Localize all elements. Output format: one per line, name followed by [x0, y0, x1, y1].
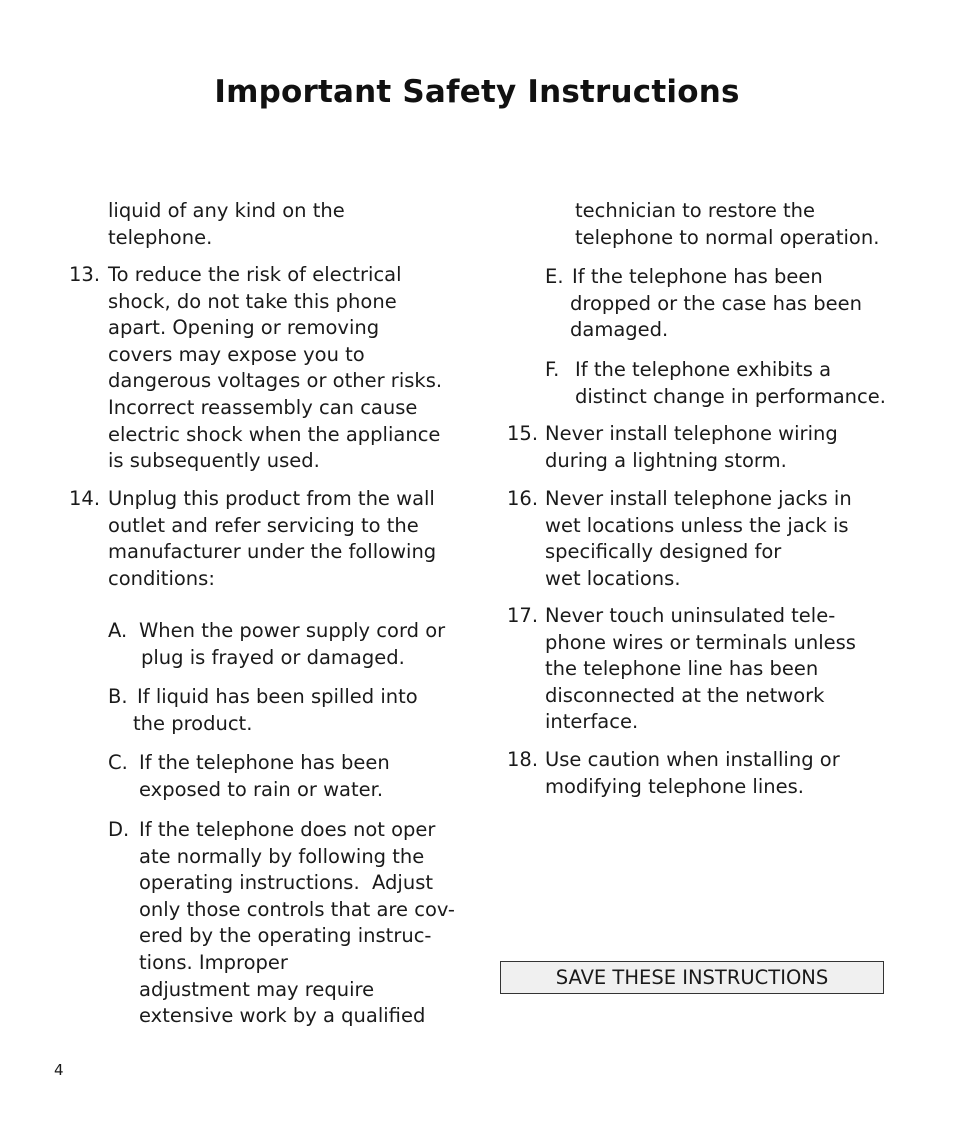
text-line: Use caution when installing or — [545, 748, 840, 771]
text-line: distinct change in performance. — [575, 384, 886, 408]
save-instructions-label: SAVE THESE INSTRUCTIONS — [555, 966, 829, 989]
text-line: dropped or the case has been — [570, 291, 862, 315]
text-line: during a lightning storm. — [545, 448, 787, 472]
text-line: only those controls that are cov- — [139, 897, 455, 921]
text-line: ered by the operating instruc- — [139, 924, 432, 948]
sub-item-letter: C. — [108, 751, 128, 774]
text-line: When the power supply cord or — [139, 619, 446, 642]
text-line: interface. — [545, 710, 639, 734]
text-line: If the telephone has been — [139, 751, 390, 774]
text-line: manufacturer under the following — [108, 540, 437, 564]
page-number: 4 — [54, 1061, 64, 1079]
text-line: telephone to normal operation. — [575, 225, 880, 249]
sub-item-letter: B. — [108, 685, 128, 708]
text-line: operating instructions. Adjust — [139, 871, 434, 895]
sub-item-letter: E. — [545, 265, 564, 288]
text-line: conditions: — [108, 566, 215, 590]
text-line: liquid of any kind on the — [108, 199, 345, 222]
item-number: 13. — [69, 263, 101, 286]
text-line: outlet and refer servicing to the — [108, 513, 419, 537]
text-line: the product. — [133, 711, 253, 735]
save-instructions-box — [500, 961, 884, 994]
text-line: Incorrect reassembly can cause — [108, 396, 418, 419]
text-line: dangerous voltages or other risks. — [108, 369, 443, 393]
text-line: To reduce the risk of electrical — [108, 263, 402, 286]
item-number: 16. — [507, 487, 539, 510]
text-line: is subsequently used. — [108, 449, 320, 473]
text-line: extensive work by a qualified — [139, 1004, 426, 1028]
text-line: damaged. — [570, 318, 669, 342]
page-title: Important Safety Instructions — [214, 74, 740, 110]
item-number: 18. — [507, 748, 539, 771]
text-line: adjustment may require — [139, 977, 375, 1001]
sub-item-letter: A. — [108, 619, 128, 642]
text-line: covers may expose you to — [108, 342, 365, 366]
text-line: If the telephone exhibits a — [575, 358, 832, 381]
text-line: If the telephone does not oper — [139, 818, 436, 841]
text-line: modifying telephone lines. — [545, 774, 804, 798]
text-line: telephone. — [108, 225, 213, 249]
text-line: technician to restore the — [575, 199, 816, 222]
item-number: 14. — [69, 487, 101, 510]
text-line: specifically designed for — [545, 540, 782, 564]
text-line: the telephone line has been — [545, 657, 819, 681]
text-line: shock, do not take this phone — [108, 289, 397, 313]
text-line: Never install telephone wiring — [545, 422, 838, 445]
text-line: apart. Opening or removing — [108, 316, 380, 340]
text-line: Unplug this product from the wall — [108, 487, 435, 510]
text-line: If the telephone has been — [572, 265, 823, 288]
text-line: electric shock when the appliance — [108, 422, 441, 446]
text-line: disconnected at the network — [545, 683, 825, 707]
text-line: ate normally by following the — [139, 844, 425, 868]
text-line: phone wires or terminals unless — [545, 630, 856, 654]
text-line: Never touch uninsulated tele- — [545, 604, 836, 627]
text-line: Never install telephone jacks in — [545, 487, 852, 510]
text-line: tions. Improper — [139, 951, 288, 974]
text-line: exposed to rain or water. — [139, 777, 384, 801]
text-line: plug is frayed or damaged. — [141, 645, 405, 669]
sub-item-letter: D. — [108, 818, 130, 841]
text-line: wet locations unless the jack is — [545, 513, 849, 537]
text-line: wet locations. — [545, 566, 681, 590]
item-number: 15. — [507, 422, 539, 445]
item-number: 17. — [507, 604, 539, 627]
sub-item-letter: F. — [545, 358, 560, 381]
text-line: If liquid has been spilled into — [137, 685, 418, 708]
